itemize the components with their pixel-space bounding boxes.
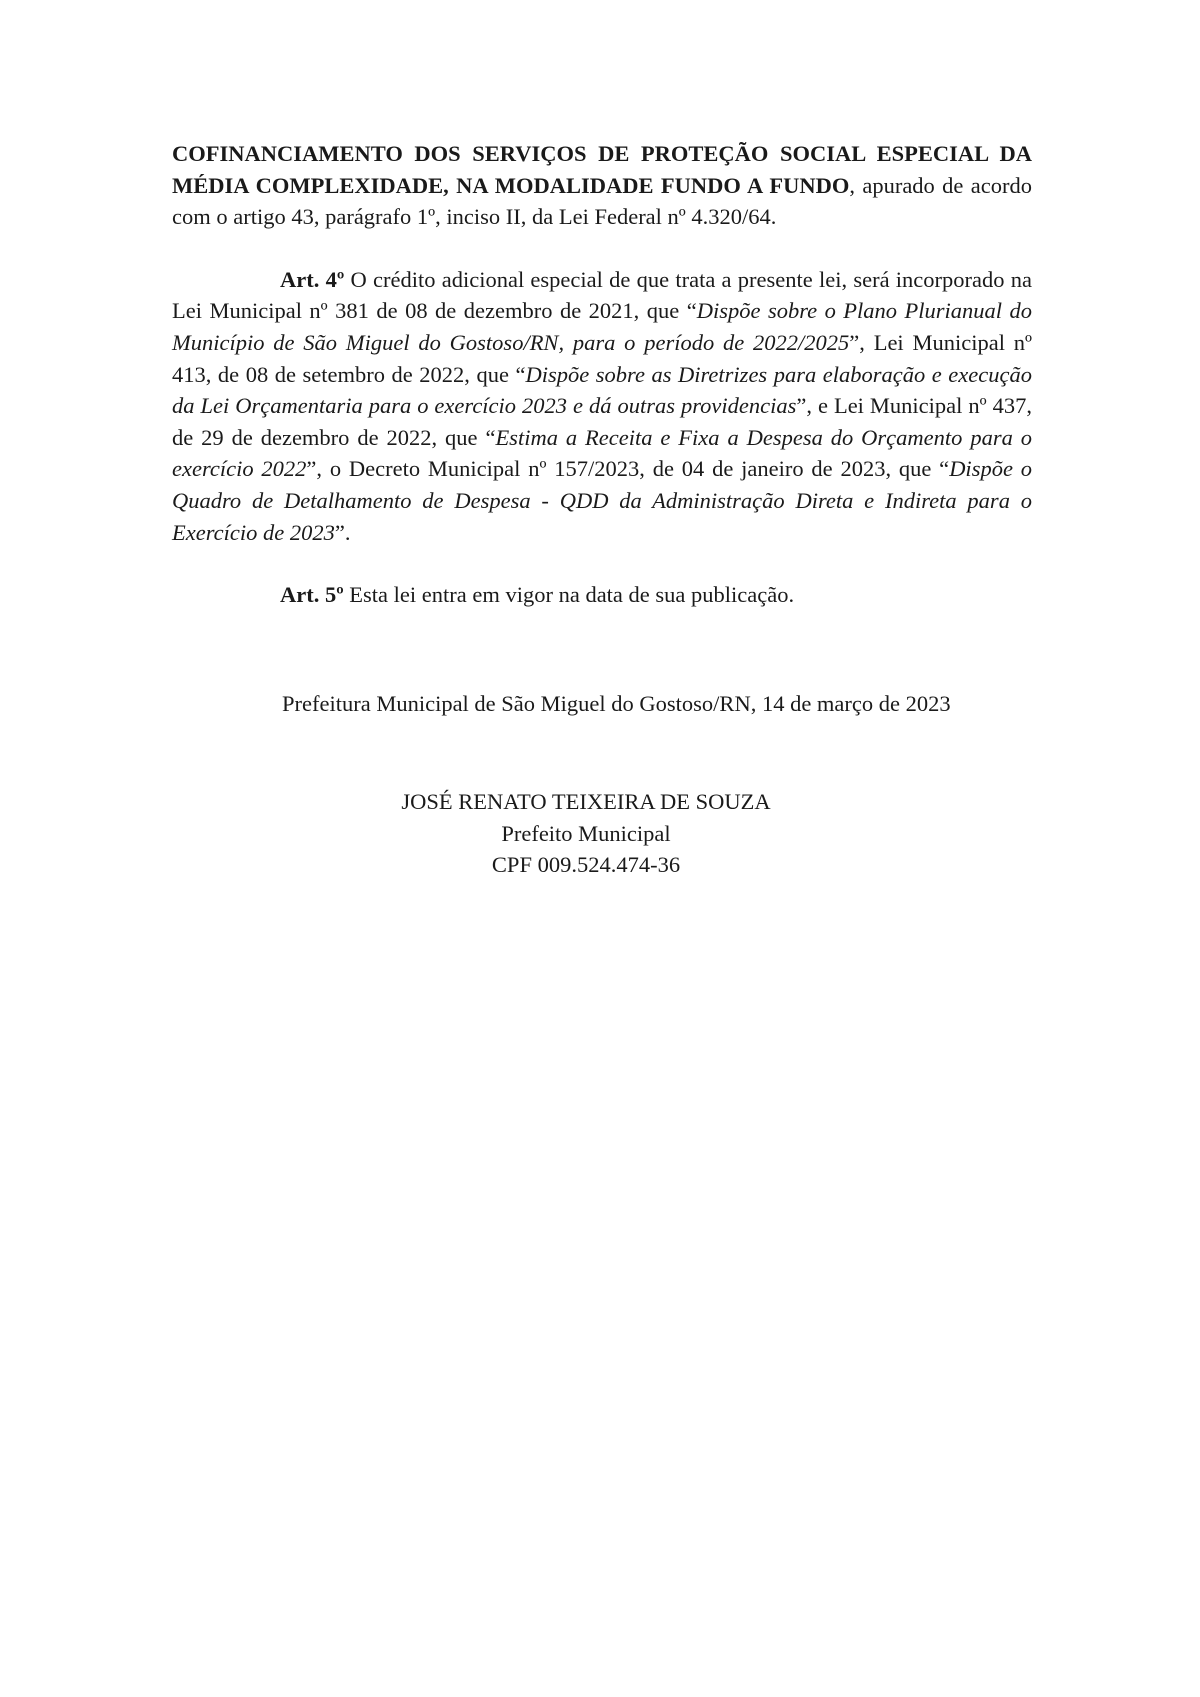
article-5-paragraph [172,579,1032,611]
article-4-italic-1: Dispõe sobre o Plano Plurianual do Município de São Miguel do Gostoso/RN, para o período de 2022/2025 [172,298,1033,355]
intro-bold-text: COFINANCIAMENTO DOS SERVIÇOS DE PROTEÇÃO SOCIAL ESPECIAL DA MÉDIA COMPLEXIDADE, NA MODALIDADE FUNDO A FUNDO [172,141,1032,198]
article-5-text: Esta lei entra em vigor na data de sua publicação. [343,582,795,608]
article-5-label: Art. 5º [280,582,344,608]
article-4-paragraph [172,264,1032,548]
article-4-italic-2: Dispõe sobre as Diretrizes para elaboração e execução da Lei Orçamentaria para o exercício 2023 e dá outras providencias [172,361,1032,419]
signatory-cpf: CPF 009.524.474-36 [491,852,681,878]
intro-paragraph [172,138,1032,233]
article-4-italic-3: Estima a Receita e Fixa a Despesa do Orçamento para o exercício 2022 [172,424,1032,482]
article-4-label: Art. 4º [280,266,345,292]
signature-block [360,786,812,881]
article-4-text-2: ”, Lei Municipal nº 413, de 08 de setembro de 2022, que “ [172,329,1032,387]
article-4-text-5: ”. [334,519,351,545]
intro-rest-text: , apurado de acordo com o artigo 43, parágrafo 1º, inciso II, da Lei Federal nº 4.320/64. [172,172,1032,230]
article-4-text-3: ”, e Lei Municipal nº 437, de 29 de dezembro de 2022, que “ [172,393,1032,450]
signatory-role: Prefeito Municipal [501,820,671,846]
document-body [172,138,1032,611]
article-4-italic-4: Dispõe o Quadro de Detalhamento de Despesa - QDD da Administração Direta e Indireta para o Exercício de 2023 [172,456,1032,545]
article-4-text-1: O crédito adicional especial de que trata a presente lei, será incorporado na Lei Municipal nº 381 de 08 de dezembro de 2021, que “ [172,266,1032,324]
place-and-date: Prefeitura Municipal de São Miguel do Gostoso/RN, 14 de março de 2023 [282,691,951,716]
signatory-name: JOSÉ RENATO TEIXEIRA DE SOUZA [401,789,771,814]
article-4-text-4: ”, o Decreto Municipal nº 157/2023, de 04 de janeiro de 2023, que “ [306,456,950,482]
